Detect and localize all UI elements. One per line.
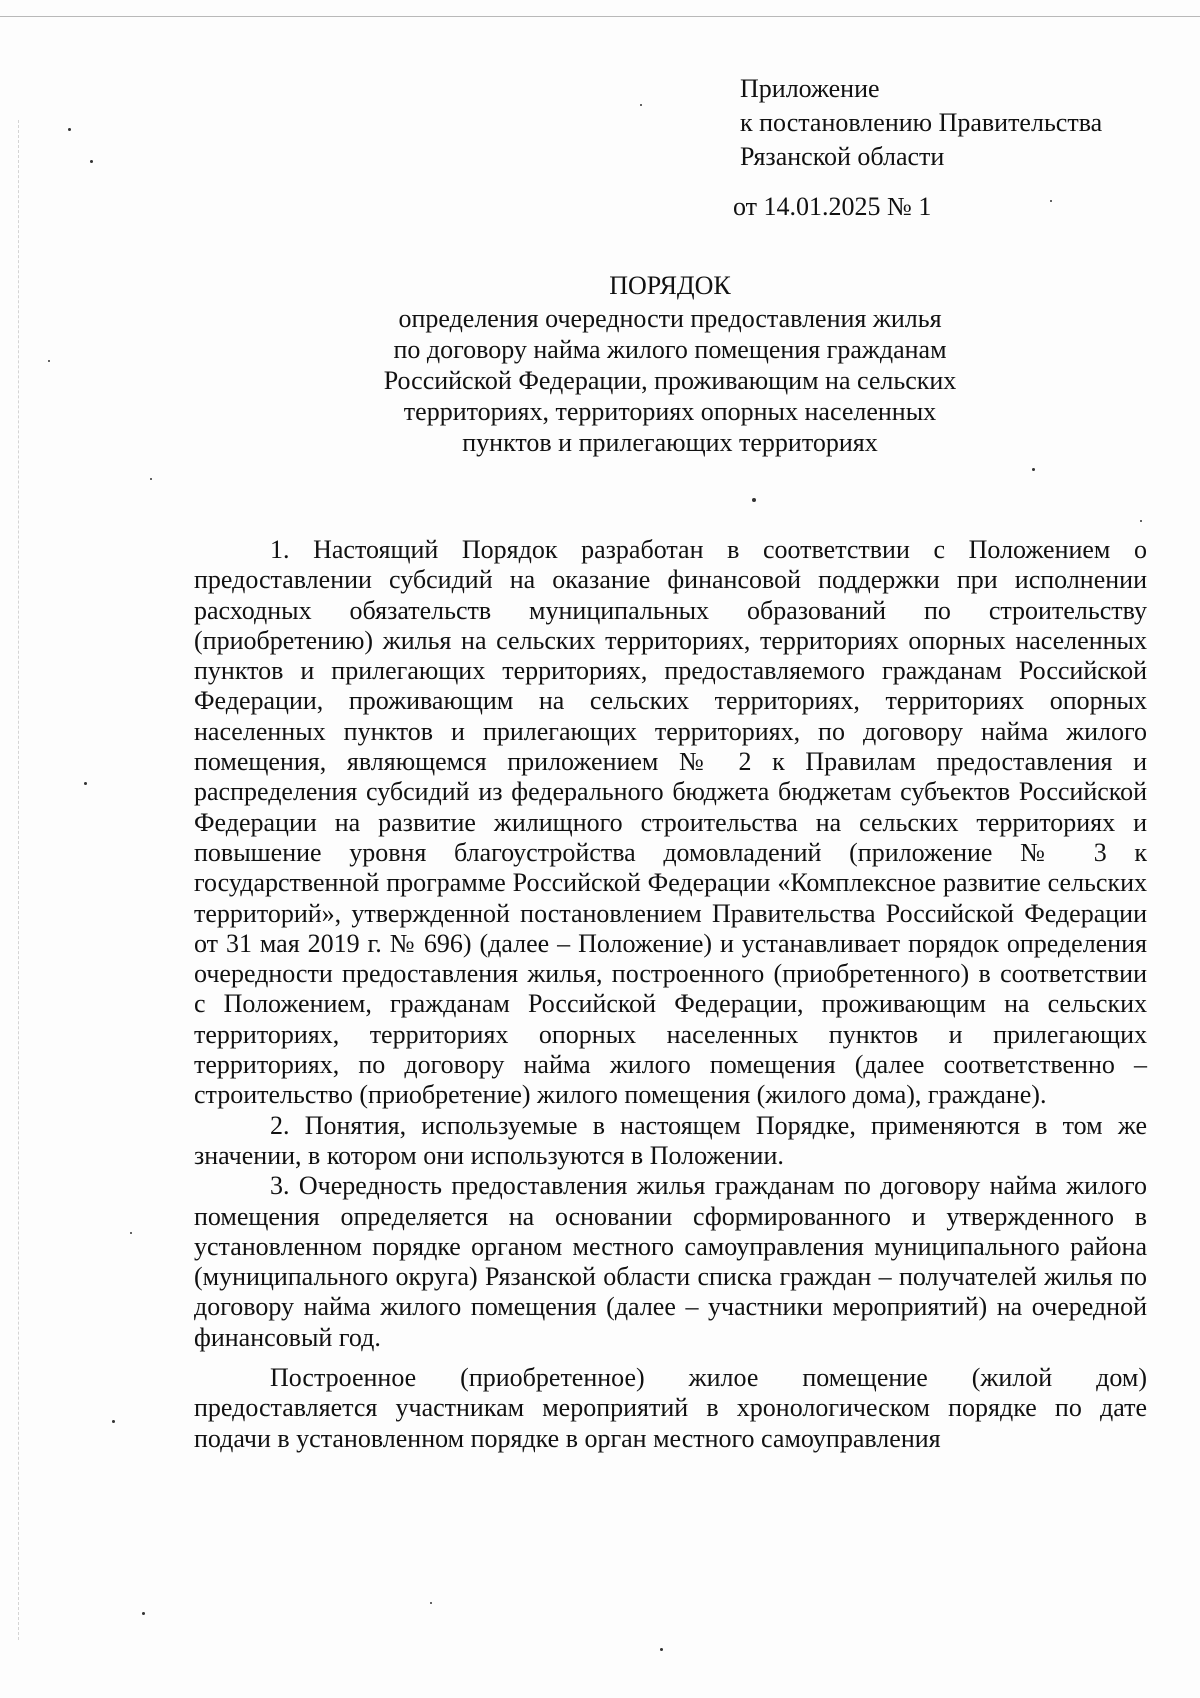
scan-speck	[150, 478, 152, 480]
paragraph-1: 1. Настоящий Порядок разработан в соответствии с Положением о предоставлении субсидий на оказание финансовой поддержки при исполнении расходных обязательств муниципальных образований по строительству (приобретению) жилья на сельских территориях, территориях опорных населенных пунктов и прилегающих территориях, предоставляемого гражданам Российской Федерации, проживающим на сельских территориях, территориях опорных населенных пунктов и прилегающих территориях, по договору найма жилого помещения, являющемся приложением № 2 к Правилам предоставления и распределения субсидий из федерального бюджета бюджетам субъектов Российской Федерации на развитие жилищного строительства на сельских территориях и повышение уровня благоустройства домовладений (приложение № 3 к государственной программе Российской Федерации «Комплексное развитие сельских территорий», утвержденной постановлением Правительства Российской Федерации от 31 мая 2019 г. № 696) (далее – Положение) и устанавливает порядок определения очередности предоставления жилья, построенного (приобретенного) в соответствии с Положением, гражданам Российской Федерации, проживающим на сельских территориях, территориях опорных населенных пунктов и прилегающих территориях, по договору найма жилого помещения (далее соответственно – строительство (приобретение) жилого помещения (жилого дома), граждане).	[194, 535, 1147, 1110]
appendix-resolution: к постановлению Правительства	[740, 108, 1103, 137]
scan-speck	[90, 160, 93, 163]
scan-speck	[640, 104, 642, 106]
scan-speck	[142, 1612, 145, 1615]
scan-speck	[430, 1602, 432, 1604]
scan-speck	[1032, 468, 1035, 471]
paragraph-3: 3. Очередность предоставления жилья гражданам по договору найма жилого помещения определяется на основании сформированного и утвержденного в установленном порядке органом местного самоуправления муниципального района (муниципального округа) Рязанской области списка граждан – получателей жилья по договору найма жилого помещения (далее – участники мероприятий) на очередной финансовый год.	[194, 1171, 1147, 1352]
scan-speck	[48, 360, 50, 362]
appendix-label: Приложение	[740, 74, 880, 103]
scan-speck	[130, 1232, 132, 1234]
scan-edge-top	[0, 16, 1200, 17]
title-line: территориях, территориях опорных населенных	[403, 397, 937, 426]
scan-speck	[660, 1648, 663, 1651]
scan-speck	[112, 1420, 115, 1423]
title-line: Российской Федерации, проживающим на сельских	[383, 366, 957, 395]
scan-speck	[68, 128, 71, 131]
title-line: определения очередности предоставления жилья	[398, 304, 942, 333]
appendix-region: Рязанской области	[740, 142, 945, 171]
title-line: по договору найма жилого помещения гражданам	[393, 335, 947, 364]
paragraph-2: 2. Понятия, используемые в настоящем Порядке, применяются в том же значении, в котором они используются в Положении.	[194, 1110, 1147, 1170]
document-body	[194, 535, 1147, 1454]
appendix-header	[733, 72, 1180, 224]
document-title	[300, 270, 1040, 458]
scan-edge-left	[18, 120, 19, 1640]
paragraph-3-continued: Построенное (приобретенное) жилое помещение (жилой дом) предоставляется участникам мероприятий в хронологическом порядке по дате подачи в установленном порядке в орган местного самоуправления	[194, 1363, 1147, 1453]
title-line: пунктов и прилегающих территориях	[462, 428, 878, 457]
title-heading: ПОРЯДОК	[609, 271, 731, 300]
scan-speck	[1140, 520, 1142, 522]
scan-speck	[84, 782, 87, 785]
scan-speck	[752, 498, 756, 502]
appendix-date-number: от 14.01.2025 № 1	[733, 192, 932, 221]
